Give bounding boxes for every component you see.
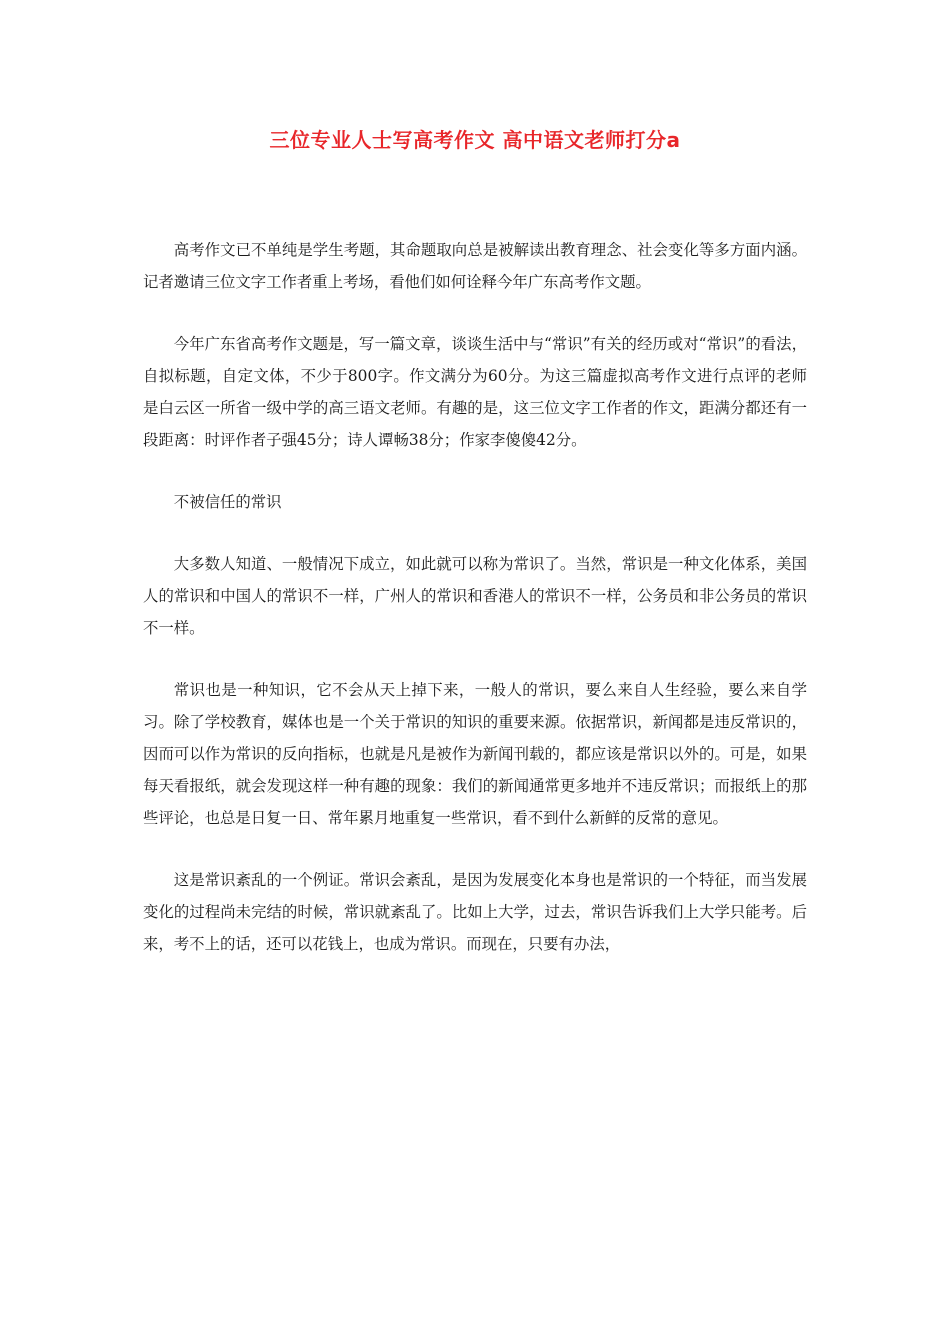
paragraph-common-sense-knowledge: 常识也是一种知识，它不会从天上掉下来，一般人的常识，要么来自人生经验，要么来自学习。除了学校教育，媒体也是一个关于常识的知识的重要来源。依据常识，新闻都是违反常识的，因而可以作为常识的反向指标，也就是凡是被作为新闻刊载的，都应该是常识以外的。可是，如果每天看报纸，就会发现这样一种有趣的现象：我们的新闻通常更多地并不违反常识；而报纸上的那些评论，也总是日复一日、常年累月地重复一些常识，看不到什么新鲜的反常的意见。 (143, 681, 807, 827)
article-body (143, 234, 807, 990)
paragraph-common-sense-definition: 大多数人知道、一般情况下成立，如此就可以称为常识了。当然，常识是一种文化体系，美国人的常识和中国人的常识不一样，广州人的常识和香港人的常识不一样，公务员和非公务员的常识不一样。 (143, 555, 807, 637)
document-title: 三位专业人士写高考作文 高中语文老师打分a (269, 128, 681, 152)
section-heading: 不被信任的常识 (173, 493, 282, 511)
paragraph-common-sense-disorder: 这是常识紊乱的一个例证。常识会紊乱，是因为发展变化本身也是常识的一个特征，而当发展变化的过程尚未完结的时候，常识就紊乱了。比如上大学，过去，常识告诉我们上大学只能考。后来，考不上的话，还可以花钱上，也成为常识。而现在，只要有办法， (143, 871, 807, 953)
paragraph-intro: 高考作文已不单纯是学生考题，其命题取向总是被解读出教育理念、社会变化等多方面内涵。记者邀请三位文字工作者重上考场，看他们如何诠释今年广东高考作文题。 (143, 241, 807, 291)
paragraph-exam-topic: 今年广东省高考作文题是，写一篇文章，谈谈生活中与“常识”有关的经历或对“常识”的看法，自拟标题，自定文体，不少于800字。作文满分为60分。为这三篇虚拟高考作文进行点评的老师是白云区一所省一级中学的高三语文老师。有趣的是，这三位文字工作者的作文，距满分都还有一段距离：时评作者子强45分；诗人谭畅38分；作家李傻傻42分。 (143, 335, 807, 449)
